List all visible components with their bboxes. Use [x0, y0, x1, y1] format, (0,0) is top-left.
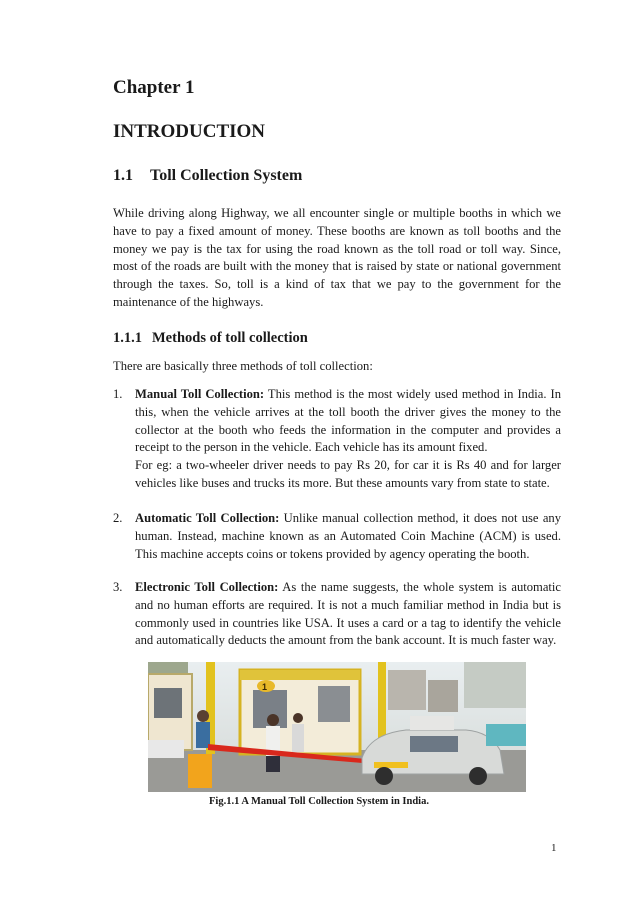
intro-paragraph: While driving along Highway, we all encounter single or multiple booths in which we have to pay a fixed amount of money. These booths are known as toll booths and the money we pay is the tax for using the road known as the toll road or toll way. Since, most of the roads are built with the money that is raised by state or national government through the taxes. So, toll is a kind of tax that we pay to the government for the maintenance of the highways.: [113, 206, 561, 309]
list-item-electronic: [113, 579, 561, 650]
list-item-example: For eg: a two-wheeler driver needs to pay Rs 20, for car it is Rs 40 and for larger vehicles like buses and trucks its more. But these amounts vary from state to state.: [135, 458, 561, 490]
section-number: 1.1: [113, 167, 133, 184]
list-item-manual: [113, 386, 561, 493]
chapter-label: Chapter 1: [113, 77, 195, 98]
list-item-text: This method is the most widely used method in India. In this, when the vehicle arrives at the toll booth the driver gives the money to the collector at the booth who feeds the information in the computer and provides a receipt to the person in the vehicle. Each vehicle has its amount fixed.: [135, 387, 562, 455]
list-item-text: Unlike manual collection method, it does not use any human. Instead, machine known as an Automated Coin Machine (ACM) is used. This machine accepts coins or tokens provided by agency operating the booth.: [135, 511, 561, 561]
list-item-number: 2.: [113, 511, 123, 525]
list-item-term: Electronic Toll Collection:: [135, 580, 279, 594]
list-item-number: 3.: [113, 580, 123, 594]
section-title: Toll Collection System: [150, 167, 303, 184]
list-item-text: As the name suggests, the whole system is automatic and no human efforts are required. It is not a much familiar method in India but is commonly used in countries like USA. It uses a card or a tag to identify the vehicle and automatically deducts the amount from the bank account. It is much faster way.: [135, 580, 562, 648]
list-item-automatic: [113, 510, 561, 563]
subsection-title: Methods of toll collection: [152, 330, 308, 346]
list-item-term: Automatic Toll Collection:: [135, 511, 280, 525]
list-item-number: 1.: [113, 387, 123, 401]
booth-number-label: 1: [262, 682, 268, 692]
subsection-heading: [113, 330, 308, 347]
list-item-term: Manual Toll Collection:: [135, 387, 265, 401]
methods-intro: There are basically three methods of toll collection:: [113, 359, 373, 373]
figure-caption: Fig.1.1 A Manual Toll Collection System in India.: [209, 796, 429, 807]
section-heading: [113, 167, 302, 185]
page-title: INTRODUCTION: [113, 121, 266, 142]
subsection-number: 1.1.1: [113, 330, 142, 346]
toll-booth-photo: [148, 662, 526, 792]
page-number: 1: [551, 842, 557, 854]
